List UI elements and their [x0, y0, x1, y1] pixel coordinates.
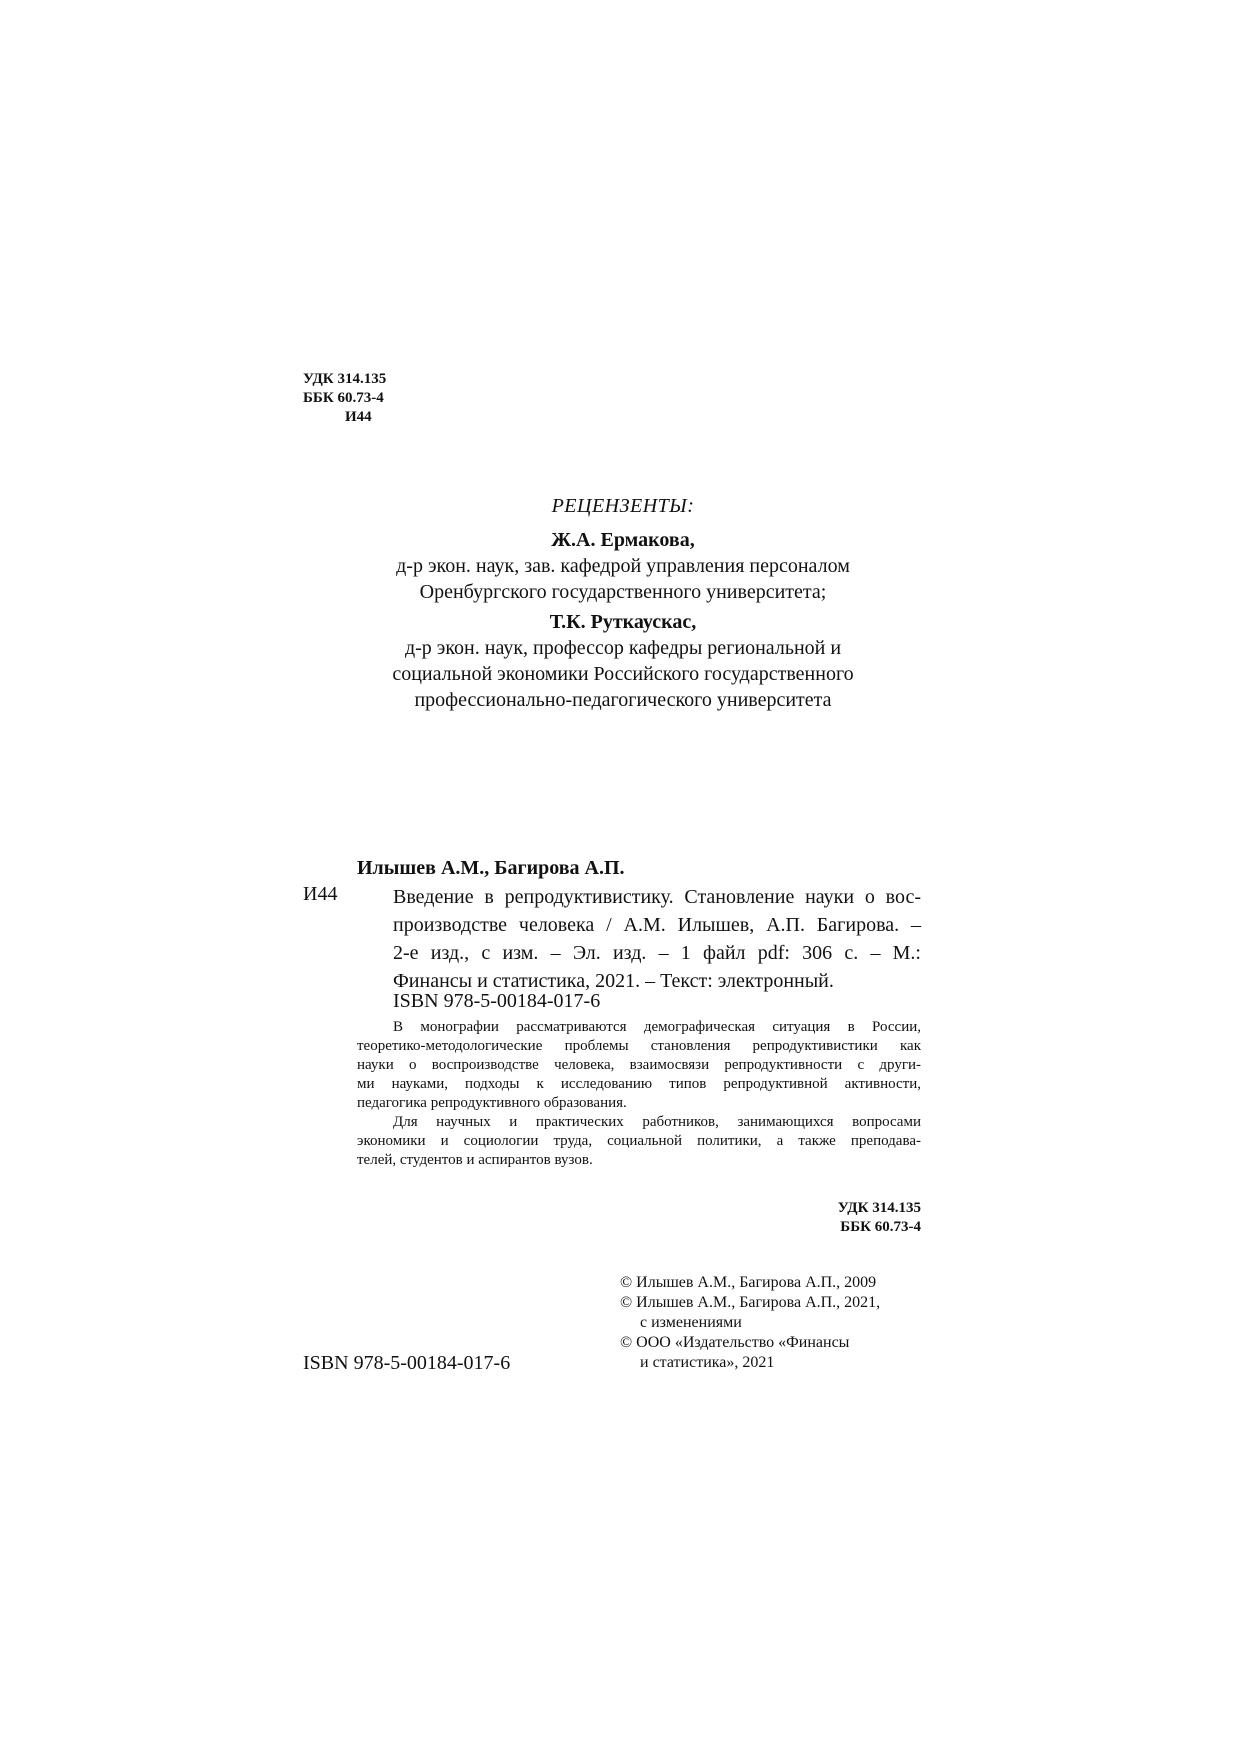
- isbn-bottom: ISBN 978-5-00184-017-6: [303, 1352, 511, 1374]
- udk-code: УДК 314.135: [303, 371, 387, 387]
- copyright-block: [620, 1273, 940, 1373]
- annotation-line: экономики и социологии труда, социальной политики, а также преподава-: [357, 1133, 921, 1149]
- record-description: [393, 883, 921, 995]
- reviewer-affiliation-line: д-р экон. наук, профессор кафедры региональной и: [404, 637, 842, 659]
- copyright-line: и статистика», 2021: [640, 1354, 775, 1371]
- annotation: [357, 1018, 921, 1170]
- reviewer-affiliation-line: д-р экон. наук, зав. кафедрой управления персоналом: [396, 555, 850, 577]
- classification-bottom: [700, 1199, 921, 1237]
- annotation-line: науки о воспроизводстве человека, взаимосвязи репродуктивности с други-: [357, 1057, 921, 1073]
- copyright-line: © ООО «Издательство «Финансы: [620, 1334, 850, 1351]
- copyright-line: © Илышев А.М., Багирова А.П., 2021,: [620, 1294, 881, 1311]
- copyright-line: © Илышев А.М., Багирова А.П., 2009: [620, 1274, 877, 1291]
- annotation-line: Для научных и практических работников, занимающихся вопросами: [393, 1114, 921, 1130]
- record-isbn: ISBN 978-5-00184-017-6: [393, 990, 601, 1012]
- record-authors: Илышев А.М., Багирова А.П.: [357, 857, 625, 879]
- reviewer-name: Ж.А. Ермакова,: [551, 529, 695, 551]
- record-line: производстве человека / А.М. Илышев, А.П. Багирова. –: [393, 914, 921, 936]
- record-line: Финансы и статистика, 2021. – Текст: электронный.: [393, 970, 834, 992]
- reviewer-affiliation-line: социальной экономики Российского государственного: [392, 663, 854, 685]
- annotation-line: теоретико-методологические проблемы становления репродуктивистики как: [357, 1038, 921, 1054]
- copyright-line: с изменениями: [640, 1314, 742, 1331]
- bbk-code: ББК 60.73-4: [840, 1219, 921, 1235]
- reviewers-heading: РЕЦЕНЗЕНТЫ:: [551, 495, 695, 517]
- annotation-line: В монографии рассматриваются демографическая ситуация в России,: [393, 1019, 921, 1035]
- author-mark: И44: [345, 409, 372, 425]
- classification-top: [303, 370, 386, 427]
- reviewer-name: Т.К. Руткаускас,: [549, 611, 697, 633]
- record-code: И44: [303, 883, 338, 905]
- annotation-line: ми науками, подходы к исследованию типов репродуктивной активности,: [357, 1076, 921, 1092]
- record-line: 2-е изд., с изм. – Эл. изд. – 1 файл pdf: 306 с. – М.:: [393, 942, 921, 964]
- reviewer-affiliation-line: Оренбургского государственного университета;: [419, 581, 827, 603]
- reviewer-affiliation-line: профессионально-педагогического университета: [414, 689, 832, 711]
- record-line: Введение в репродуктивистику. Становление науки о вос-: [393, 886, 921, 908]
- udk-code: УДК 314.135: [837, 1200, 921, 1216]
- reviewers-block: [303, 493, 943, 713]
- bbk-code: ББК 60.73-4: [303, 390, 384, 406]
- annotation-line: педагогика репродуктивного образования.: [357, 1095, 627, 1111]
- annotation-line: телей, студентов и аспирантов вузов.: [357, 1152, 593, 1168]
